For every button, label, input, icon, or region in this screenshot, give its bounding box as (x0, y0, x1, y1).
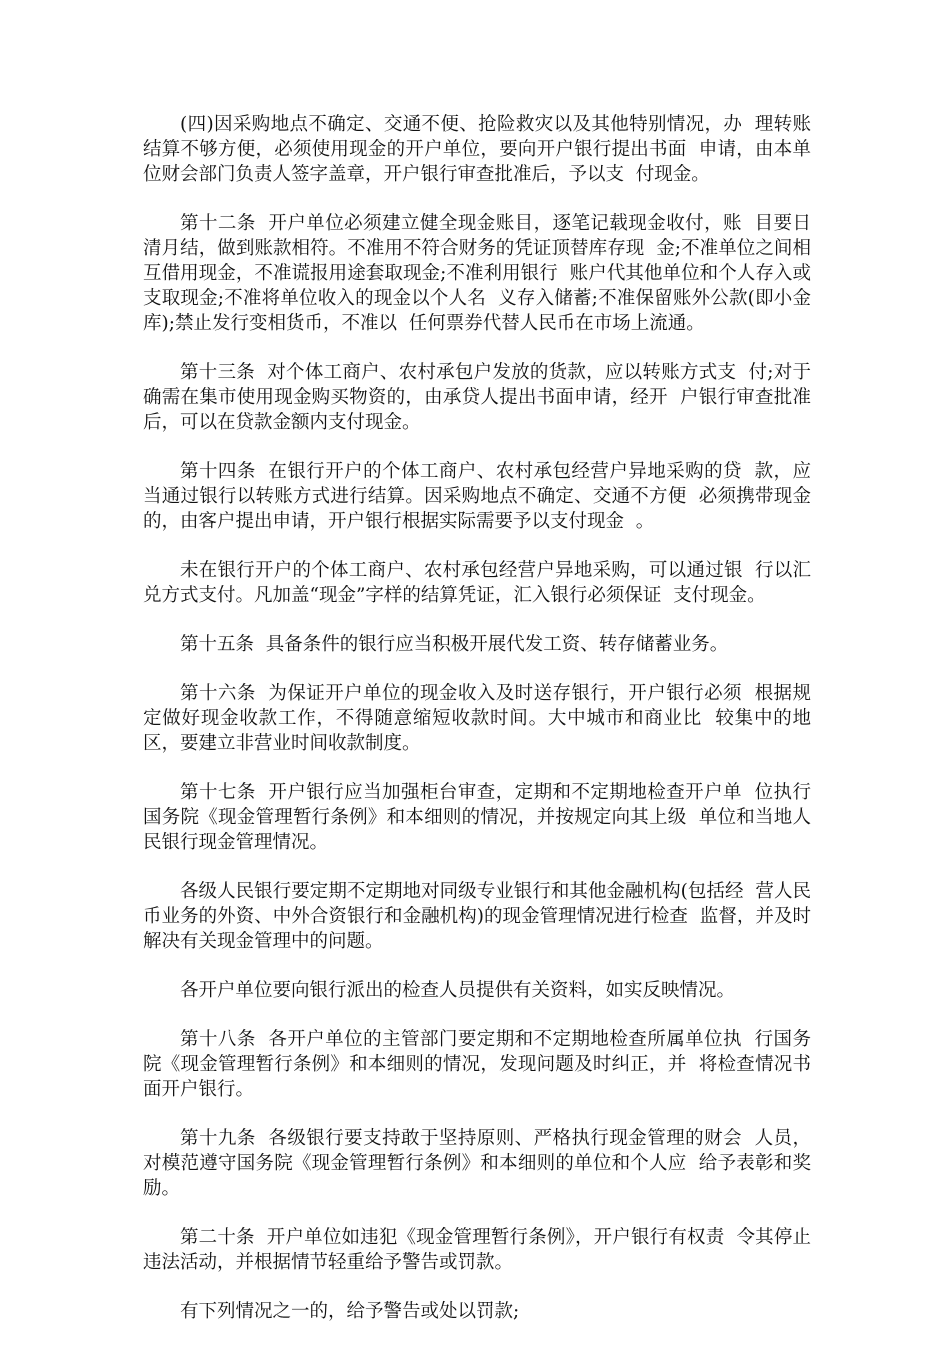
document-body (143, 112, 811, 1348)
paragraph: (四)因采购地点不确定、交通不便、抢险救灾以及其他特别情况，办 理转账结算不够方便，必须使用现金的开户单位，要向开户银行提出书面 申请，由本单位财会部门负责人签字盖章，开户银行审查批准后，予以支 付现金。 (143, 114, 811, 185)
paragraph: 各级人民银行要定期不定期地对同级专业银行和其他金融机构(包括经 营人民币业务的外资、中外合资银行和金融机构)的现金管理情况进行检查 监督，并及时解决有关现金管理中的问题。 (143, 881, 811, 952)
paragraph: 各开户单位要向银行派出的检查人员提供有关资料，如实反映情况。 (180, 980, 736, 1001)
paragraph: 第十六条 为保证开户单位的现金收入及时送存银行，开户银行必须 根据规定做好现金收款工作，不得随意缩短收款时间。大中城市和商业比 较集中的地区，要建立非营业时间收款制度。 (143, 683, 811, 754)
paragraph: 第十七条 开户银行应当加强柜台审查，定期和不定期地检查开户单 位执行国务院《现金管理暂行条例》和本细则的情况，并按规定向其上级 单位和当地人民银行现金管理情况。 (143, 782, 811, 853)
paragraph: 第二十条 开户单位如违犯《现金管理暂行条例》，开户银行有权责 令其停止违法活动，并根据情节轻重给予警告或罚款。 (143, 1227, 811, 1273)
paragraph: 未在银行开户的个体工商户、农村承包经营户异地采购，可以通过银 行以汇兑方式支付。凡加盖“现金”字样的结算凭证，汇入银行必须保证 支付现金。 (143, 560, 811, 606)
paragraph: 第十八条 各开户单位的主管部门要定期和不定期地检查所属单位执 行国务院《现金管理暂行条例》和本细则的情况，发现问题及时纠正，并 将检查情况书面开户银行。 (143, 1029, 811, 1100)
paragraph: 第十五条 具备条件的银行应当积极开展代发工资、转存储蓄业务。 (180, 634, 729, 655)
paragraph: 第十二条 开户单位必须建立健全现金账目，逐笔记载现金收付，账 目要日清月结，做到账款相符。不准用不符合财务的凭证顶替库存现 金;不准单位之间相互借用现金，不准谎报用途套取现金;不准利用银行 账户代其他单位和个人存入或支取现金;不准将单位收入的现金以个人名 义存入储蓄;不准保留账外公款(即小金库);禁止发行变相货币，不准以 任何票券代替人民币在市场上流通。 (143, 213, 811, 334)
paragraph: 第十九条 各级银行要支持敢于坚持原则、严格执行现金管理的财会 人员，对模范遵守国务院《现金管理暂行条例》和本细则的单位和个人应 给予表彰和奖励。 (143, 1128, 811, 1199)
paragraph: 第十四条 在银行开户的个体工商户、农村承包经营户异地采购的贷 款，应当通过银行以转账方式进行结算。因采购地点不确定、交通不方便 必须携带现金的，由客户提出申请，开户银行根据实际需要予以支付现金 。 (143, 461, 811, 532)
paragraph: 有下列情况之一的，给予警告或处以罚款; (180, 1301, 520, 1322)
paragraph: 第十三条 对个体工商户、农村承包户发放的货款，应以转账方式支 付;对于确需在集市使用现金购买物资的，由承贷人提出书面申请，经开 户银行审查批准后，可以在贷款金额内支付现金。 (143, 362, 811, 433)
